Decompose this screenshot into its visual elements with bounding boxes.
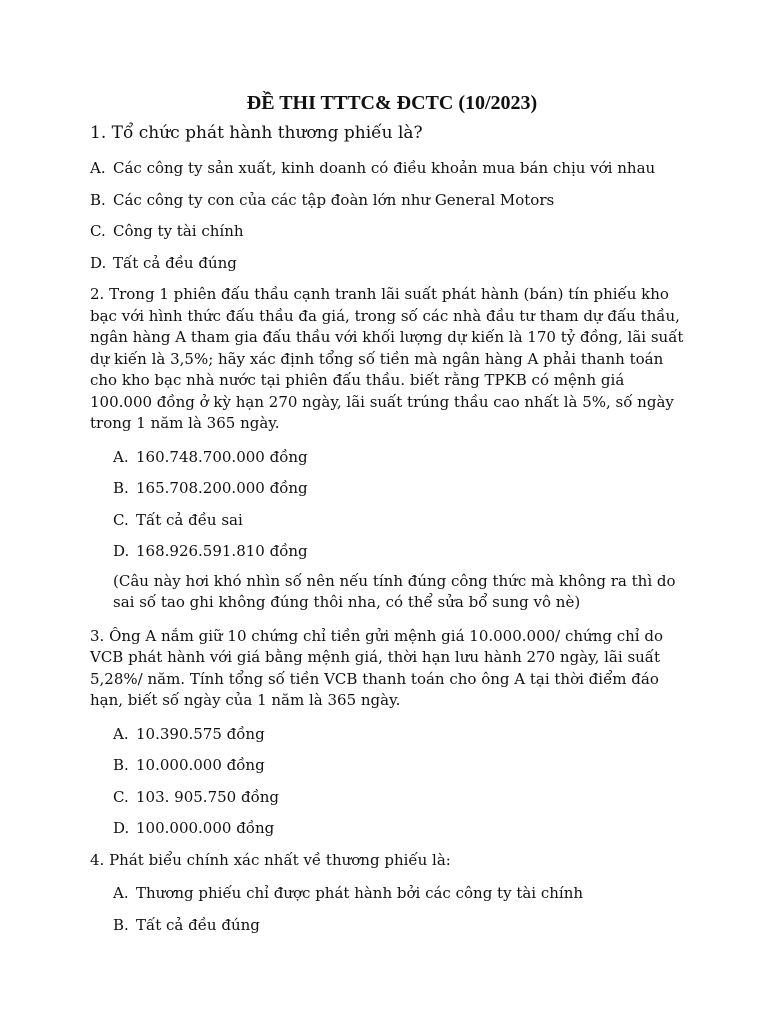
option-letter: A. [113, 724, 129, 743]
option-letter: D. [113, 819, 130, 837]
option-text: Công ty tài chính [113, 222, 244, 240]
question-3-option-b [90, 755, 690, 776]
option-text: 100.000.000 đồng [136, 819, 275, 837]
question-4-text: 4. Phát biểu chính xác nhất về thương phiếu là: [90, 850, 451, 869]
option-letter: C. [113, 787, 129, 806]
question-2-note: (Câu này hơi khó nhìn số nên nếu tính đúng công thức mà không ra thì do sai số tao ghi không đúng thôi nha, có thể sửa bổ sung vô nè) [113, 571, 676, 611]
option-letter: B. [113, 915, 129, 934]
option-letter: C. [113, 510, 129, 529]
question-2-option-a [90, 447, 690, 468]
question-2-text: 2. Trong 1 phiên đấu thầu cạnh tranh lãi suất phát hành (bán) tín phiếu kho bạc với hình thức đấu thầu đa giá, trong số các nhà đầu tư tham dự đấu thầu, ngân hàng A tham gia đấu thầu với khối lượng dự kiến là 170 tỷ đồng, lãi suất dự kiến là 3,5%; hãy xác định tổng số tiền mà ngân hàng A phải thanh toán cho kho bạc nhà nước tại phiên đấu thầu. biết rằng TPKB có mệnh giá 100.000 đồng ở kỳ hạn 270 ngày, lãi suất trúng thầu cao nhất là 5%, số ngày trong 1 năm là 365 ngày. [90, 285, 684, 432]
question-2-option-d [90, 541, 690, 562]
option-text: Tất cả đều đúng [136, 915, 260, 934]
question-4-option-b [90, 915, 690, 936]
question-1-option-b [90, 190, 690, 211]
option-text: 160.748.700.000 đồng [136, 447, 308, 466]
option-text: 168.926.591.810 đồng [136, 542, 308, 560]
option-letter: D. [113, 542, 130, 560]
option-letter: A. [90, 159, 106, 177]
document-title: ĐỀ THI TTTC& ĐCTC (10/2023) [246, 92, 538, 114]
option-text: 103. 905.750 đồng [136, 787, 280, 806]
option-letter: B. [113, 756, 129, 774]
option-letter: D. [90, 253, 107, 272]
option-text: Tất cả đều sai [136, 510, 243, 529]
option-text: Thương phiếu chỉ được phát hành bởi các công ty tài chính [136, 884, 584, 902]
option-letter: A. [113, 884, 129, 902]
question-2-option-b [90, 478, 690, 499]
option-text: Các công ty con của các tập đoàn lớn như General Motors [113, 190, 555, 209]
question-2-option-c [90, 510, 690, 531]
question-1-option-a [90, 158, 690, 179]
question-3-option-a [90, 724, 690, 745]
question-1-option-d [90, 253, 690, 274]
option-letter: B. [113, 479, 129, 497]
document-page [90, 92, 690, 946]
option-text: 10.000.000 đồng [136, 756, 265, 774]
option-letter: A. [113, 447, 129, 466]
option-letter: B. [90, 190, 106, 209]
option-text: Tất cả đều đúng [113, 253, 237, 272]
question-1-text: 1. Tổ chức phát hành thương phiếu là? [90, 123, 423, 143]
question-3-option-d [90, 818, 690, 839]
option-text: 10.390.575 đồng [136, 724, 265, 743]
question-4-option-a [90, 883, 690, 904]
option-text: Các công ty sản xuất, kinh doanh có điều khoản mua bán chịu với nhau [113, 159, 656, 177]
option-letter: C. [90, 222, 106, 240]
question-1-option-c [90, 221, 690, 242]
question-3-text: 3. Ông A nắm giữ 10 chứng chỉ tiền gửi mệnh giá 10.000.000/ chứng chỉ do VCB phát hành với giá bằng mệnh giá, thời hạn lưu hành 270 ngày, lãi suất 5,28%/ năm. Tính tổng số tiền VCB thanh toán cho ông A tại thời điểm đáo hạn, biết số ngày của 1 năm là 365 ngày. [90, 626, 663, 709]
question-3-option-c [90, 787, 690, 808]
option-text: 165.708.200.000 đồng [136, 479, 308, 497]
